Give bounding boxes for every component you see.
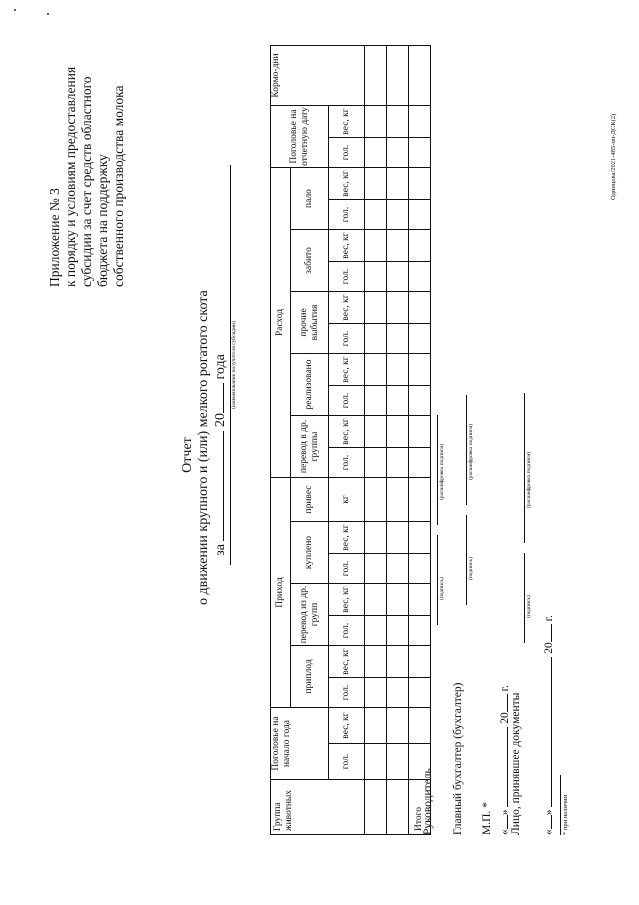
accepted-decoding-caption: (расшифровка подписи)	[526, 451, 532, 508]
table-cell[interactable]	[387, 554, 409, 584]
report-period	[212, 305, 229, 605]
table-cell[interactable]	[409, 200, 431, 230]
table-cell[interactable]	[387, 46, 409, 106]
year-blank[interactable]	[540, 624, 552, 642]
year-prefix: 20	[543, 642, 555, 654]
table-cell[interactable]	[365, 416, 387, 448]
unit-heads: гол.	[329, 744, 365, 780]
table-cell[interactable]	[365, 448, 387, 478]
period-prefix: за	[213, 544, 228, 556]
unit-heads: гол.	[329, 678, 365, 708]
col-feed-header: Кормо-дни	[271, 46, 365, 106]
col-end-header: Поголовье на отчетную дату	[271, 106, 329, 168]
unit-weight: вес, кг	[329, 416, 365, 448]
table-cell[interactable]	[365, 46, 387, 106]
report-subtitle: о движении крупного и (или) мелкого рогатого скота	[196, 290, 211, 605]
table-cell[interactable]	[365, 522, 387, 554]
expense-sub-header: пало	[291, 168, 329, 230]
accepted-signature-caption: (подпись)	[526, 595, 532, 618]
accepted-label: Лицо, принявшее документы	[510, 692, 522, 835]
expense-sub-header: перевод в др. группы	[291, 416, 329, 478]
table-cell[interactable]	[365, 478, 387, 522]
appendix-line: собственного производства молока	[111, 85, 126, 287]
unit-heads: гол.	[329, 262, 365, 292]
table-cell[interactable]	[387, 678, 409, 708]
table-cell[interactable]	[365, 168, 387, 200]
col-group-header: Группа животных	[271, 780, 365, 835]
table-cell[interactable]	[365, 292, 387, 324]
footnote-divider	[560, 775, 561, 835]
income-sub-header: приплод	[291, 646, 329, 708]
table-cell[interactable]	[409, 478, 431, 522]
table-row	[365, 46, 387, 835]
unit-weight: вес, кг	[329, 230, 365, 262]
table-cell[interactable]	[365, 200, 387, 230]
year-prefix: 20	[499, 712, 511, 724]
table-cell[interactable]	[409, 522, 431, 554]
year-suffix: г.	[543, 615, 555, 622]
recipient-caption: (наименование получателя субсидии)	[231, 321, 237, 409]
income-sub-header: привес	[291, 478, 329, 522]
unit-heads: гол.	[329, 138, 365, 168]
table-cell[interactable]	[409, 678, 431, 708]
head-signature-caption: (подпись)	[439, 577, 445, 600]
appendix-block	[47, 67, 127, 287]
table-cell[interactable]	[387, 584, 409, 616]
income-sub-header: куплено	[291, 522, 329, 584]
report-title: Отчет	[180, 437, 195, 473]
table-cell[interactable]	[365, 138, 387, 168]
table-cell[interactable]	[387, 416, 409, 448]
accepted-signature-line[interactable]	[524, 553, 525, 643]
table-cell[interactable]	[409, 708, 431, 744]
table-cell[interactable]	[409, 646, 431, 678]
table-row	[387, 46, 409, 835]
date-open: «	[499, 829, 511, 835]
table-cell[interactable]	[409, 448, 431, 478]
day-blank[interactable]	[540, 815, 552, 829]
table-cell[interactable]	[387, 646, 409, 678]
table-cell[interactable]	[387, 478, 409, 522]
table-cell[interactable]	[409, 138, 431, 168]
head-signature-line[interactable]	[437, 535, 438, 625]
unit-weight: вес, кг	[329, 646, 365, 678]
table-cell[interactable]	[409, 616, 431, 646]
unit-weight: вес, кг	[329, 708, 365, 744]
footnote: * при наличии	[562, 794, 569, 835]
head-label: Руководитель	[422, 768, 434, 835]
table-cell[interactable]	[387, 780, 409, 835]
year-suffix: г.	[499, 685, 511, 692]
expense-sub-header: реализовано	[291, 354, 329, 416]
unit-kg: кг	[329, 478, 365, 522]
unit-weight: вес, кг	[329, 106, 365, 138]
appendix-line: Приложение № 3	[47, 188, 62, 287]
table-cell[interactable]	[387, 708, 409, 744]
table-cell[interactable]	[365, 106, 387, 138]
table-cell[interactable]	[387, 262, 409, 292]
table-cell[interactable]	[365, 744, 387, 780]
table-cell[interactable]	[409, 106, 431, 138]
table-cell[interactable]	[387, 448, 409, 478]
unit-weight: вес, кг	[329, 522, 365, 554]
table-cell[interactable]	[387, 230, 409, 262]
accepted-date	[540, 615, 555, 835]
accountant-signature-line[interactable]	[466, 515, 467, 605]
table-cell[interactable]	[365, 616, 387, 646]
col-expense-header: Расход	[271, 168, 291, 478]
col-income-header: Приход	[271, 478, 291, 708]
table-cell[interactable]	[365, 354, 387, 386]
head-decoding-line[interactable]	[437, 415, 438, 525]
table-cell[interactable]	[387, 744, 409, 780]
table-cell[interactable]	[387, 354, 409, 386]
table-cell[interactable]	[365, 584, 387, 616]
table-cell[interactable]	[409, 416, 431, 448]
day-blank[interactable]	[496, 815, 508, 829]
period-suffix: года	[213, 354, 228, 380]
table-cell[interactable]	[409, 46, 431, 106]
period-blank[interactable]	[212, 431, 224, 541]
table-cell[interactable]	[387, 522, 409, 554]
table-cell[interactable]	[409, 354, 431, 386]
stamp-label: М.П. *	[481, 802, 493, 835]
unit-heads: гол.	[329, 448, 365, 478]
appendix-line: субсидии за счет средств областного	[79, 76, 94, 287]
unit-heads: гол.	[329, 386, 365, 416]
month-blank[interactable]	[496, 727, 508, 807]
unit-heads: гол.	[329, 554, 365, 584]
period-year-blank[interactable]	[212, 383, 224, 413]
accountant-decoding-caption: (расшифровка подписи)	[468, 423, 474, 480]
table-cell[interactable]	[409, 386, 431, 416]
head-decoding-caption: (расшифровка подписи)	[439, 443, 445, 500]
livestock-movement-table	[270, 45, 431, 835]
table-cell[interactable]	[387, 106, 409, 138]
date-open: «	[543, 829, 555, 835]
accountant-date	[496, 685, 511, 835]
appendix-line: к порядку и условиям предоставления	[63, 66, 78, 287]
date-close: »	[543, 809, 555, 816]
table-cell[interactable]	[365, 554, 387, 584]
table-cell[interactable]	[365, 230, 387, 262]
table-cell[interactable]	[387, 292, 409, 324]
total-label: Итого	[409, 780, 431, 835]
unit-heads: гол.	[329, 324, 365, 354]
table-cell[interactable]	[387, 324, 409, 354]
col-start-header: Поголовье на начало года	[271, 708, 329, 780]
table-cell[interactable]	[365, 386, 387, 416]
unit-weight: вес, кг	[329, 168, 365, 200]
table-cell[interactable]	[409, 262, 431, 292]
accountant-label: Главный бухгалтер (бухгалтер)	[452, 682, 464, 835]
period-year-prefix: 20	[213, 413, 228, 428]
unit-weight: вес, кг	[329, 292, 365, 324]
table-cell[interactable]	[387, 200, 409, 230]
table-cell[interactable]	[365, 708, 387, 744]
expense-sub-header: забито	[291, 230, 329, 292]
table-cell[interactable]	[409, 168, 431, 200]
table-cell[interactable]	[387, 386, 409, 416]
table-cell[interactable]	[365, 262, 387, 292]
table-cell[interactable]	[365, 780, 387, 835]
document-code: Одинцова/2021-485-пп-ДСК(2)	[610, 113, 617, 200]
unit-heads: гол.	[329, 616, 365, 646]
table-cell[interactable]	[387, 168, 409, 200]
accepted-decoding-line[interactable]	[524, 393, 525, 543]
table-cell[interactable]	[365, 678, 387, 708]
year-blank[interactable]	[496, 694, 508, 712]
table-cell[interactable]	[365, 324, 387, 354]
table-cell[interactable]	[409, 292, 431, 324]
table-cell[interactable]	[387, 616, 409, 646]
unit-weight: вес, кг	[329, 354, 365, 386]
table-cell[interactable]	[387, 138, 409, 168]
table-cell[interactable]	[409, 584, 431, 616]
expense-sub-header: прочие выбытия	[291, 292, 329, 354]
unit-weight: вес, кг	[329, 584, 365, 616]
table-cell[interactable]	[365, 646, 387, 678]
accountant-signature-caption: (подпись)	[468, 557, 474, 580]
unit-heads: гол.	[329, 200, 365, 230]
report-title-block	[180, 290, 229, 605]
table-cell[interactable]	[409, 230, 431, 262]
appendix-line: бюджета на поддержку	[95, 154, 110, 287]
month-blank[interactable]	[540, 657, 552, 807]
total-row	[409, 46, 431, 835]
table-cell[interactable]	[409, 554, 431, 584]
accountant-decoding-line[interactable]	[466, 395, 467, 505]
income-sub-header: перевод из др. групп	[291, 584, 329, 646]
date-close: »	[499, 809, 511, 816]
table-cell[interactable]	[409, 324, 431, 354]
